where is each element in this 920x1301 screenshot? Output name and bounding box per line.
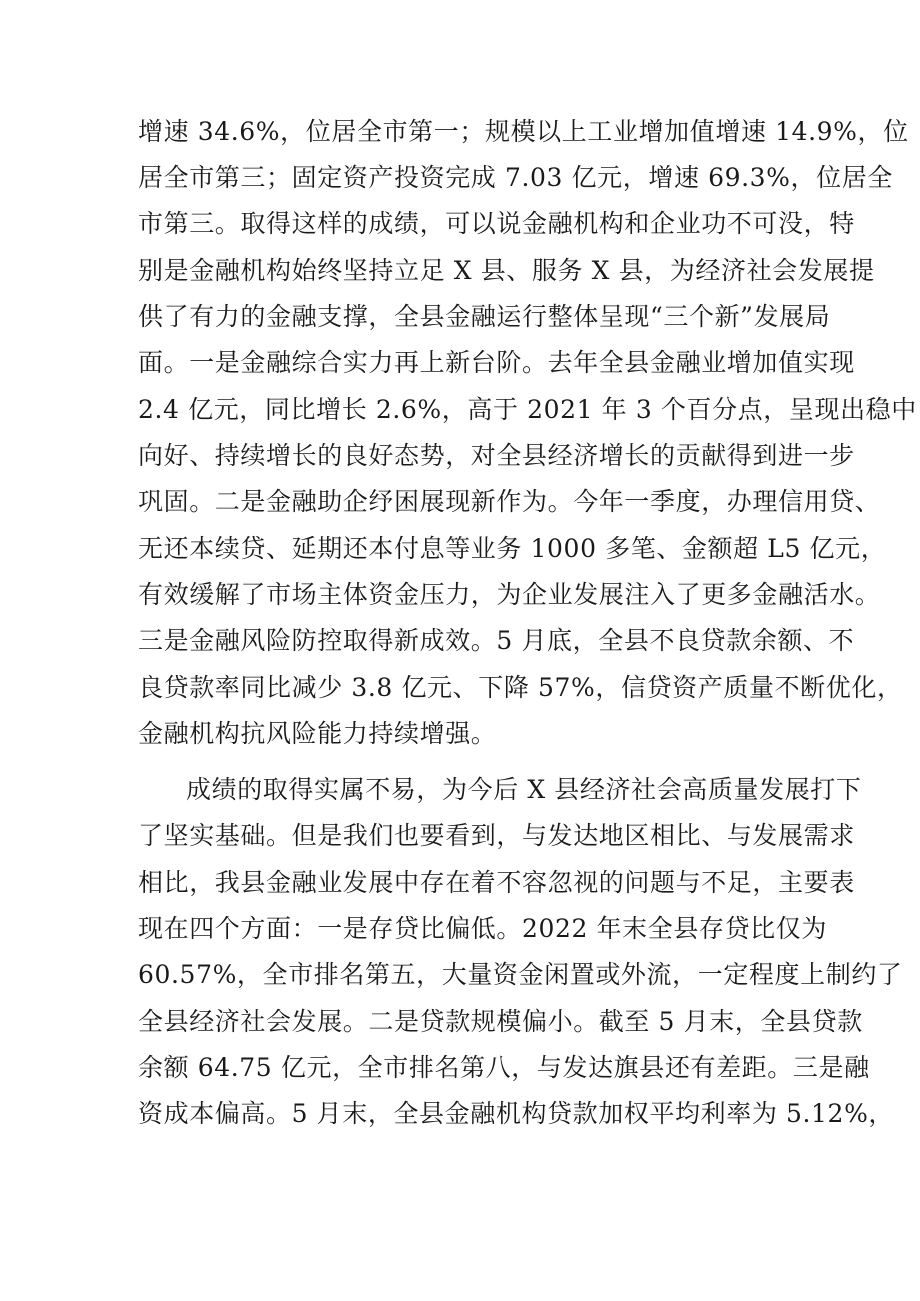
paragraph1-line: 向好、持续增长的良好态势，对全县经济增长的贡献得到进一步 — [138, 441, 855, 470]
paragraph1-line: 无还本续贷、延期还本付息等业务 1000 多笔、金额超 L5 亿元， — [138, 534, 887, 563]
paragraph2-line: 60.57%，全市排名第五，大量资金闲置或外流，一定程度上制约了 — [138, 960, 903, 989]
paragraph1-line: 有效缓解了市场主体资金压力，为企业发展注入了更多金融活水。 — [138, 580, 881, 609]
paragraph2-line: 余额 64.75 亿元，全市排名第八，与发达旗县还有差距。三是融 — [138, 1053, 870, 1082]
paragraph1-line: 2.4 亿元，同比增长 2.6%，高于 2021 年 3 个百分点，呈现出稳中 — [138, 395, 917, 424]
paragraph1-line: 巩固。二是金融助企纾困展现新作为。今年一季度，办理信用贷、 — [138, 487, 881, 516]
paragraph2-line-indented: 成绩的取得实属不易，为今后 X 县经济社会高质量发展打下 — [186, 775, 862, 804]
paragraph1-line: 三是金融风险防控取得新成效。5 月底，全县不良贷款余额、不 — [138, 626, 855, 655]
paragraph2-line: 了坚实基础。但是我们也要看到，与发达地区相比、与发展需求 — [138, 821, 855, 850]
paragraph1-line: 别是金融机构始终坚持立足 X 县、服务 X 县，为经济社会发展提 — [138, 256, 875, 285]
paragraph2-line: 相比，我县金融业发展中存在着不容忽视的问题与不足，主要表 — [138, 868, 855, 897]
paragraph2-line: 全县经济社会发展。二是贷款规模偏小。截至 5 月末，全县贷款 — [138, 1007, 863, 1036]
paragraph1-line: 增速 34.6%，位居全市第一；规模以上工业增加值增速 14.9%，位 — [138, 117, 909, 146]
paragraph1-line: 金融机构抗风险能力持续增强。 — [138, 719, 497, 748]
paragraph1-line: 市第三。取得这样的成绩，可以说金融机构和企业功不可没，特 — [138, 209, 855, 238]
paragraph2-line: 资成本偏高。5 月末，全县金融机构贷款加权平均利率为 5.12%， — [138, 1099, 895, 1128]
paragraph1-line: 面。一是金融综合实力再上新台阶。去年全县金融业增加值实现 — [138, 348, 855, 377]
paragraph1-line: 良贷款率同比减少 3.8 亿元、下降 57%，信贷资产质量不断优化， — [138, 673, 903, 702]
paragraph1-line: 居全市第三；固定资产投资完成 7.03 亿元，增速 69.3%，位居全 — [138, 163, 893, 192]
paragraph1-line: 供了有力的金融支撑，全县金融运行整体呈现“三个新”发展局 — [138, 302, 831, 331]
paragraph2-line: 现在四个方面：一是存贷比偏低。2022 年末全县存贷比仅为 — [138, 914, 827, 943]
